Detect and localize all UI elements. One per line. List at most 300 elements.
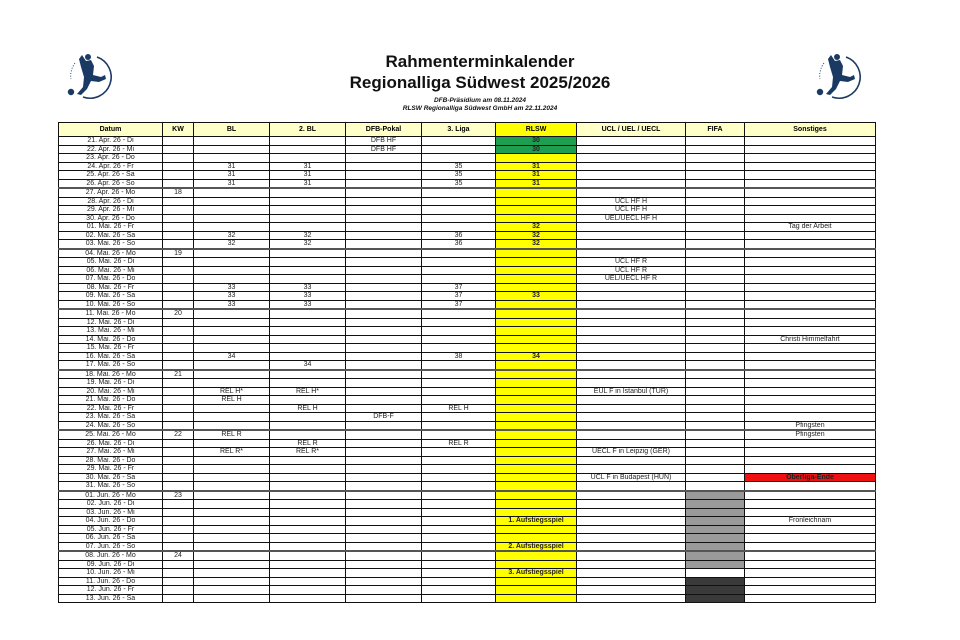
- cell-rlsw: [496, 309, 577, 318]
- cell-bl: REL H*: [194, 387, 270, 396]
- cell-ucl: UEL/UECL HF H: [577, 214, 686, 223]
- cell-dfb-pokal: [346, 560, 422, 569]
- cell-datum: 28. Apr. 26 - Di: [59, 197, 163, 206]
- cell-sonstiges: [745, 275, 876, 284]
- cell-ucl: [577, 137, 686, 146]
- cell-rlsw: [496, 266, 577, 275]
- cell-sonstiges: [745, 465, 876, 474]
- cell-3liga: 35: [422, 179, 496, 188]
- table-row: [59, 171, 876, 180]
- cell-kw: 21: [163, 370, 194, 379]
- cell-kw: [163, 283, 194, 292]
- cell-2bl: [270, 379, 346, 388]
- cell-bl: [194, 500, 270, 509]
- cell-kw: [163, 404, 194, 413]
- cell-bl: [194, 206, 270, 215]
- cell-bl: [194, 379, 270, 388]
- cell-fifa: [686, 318, 745, 327]
- cell-kw: [163, 327, 194, 336]
- cell-kw: [163, 594, 194, 603]
- cell-fifa: [686, 413, 745, 422]
- cell-dfb-pokal: [346, 223, 422, 232]
- cell-dfb-pokal: [346, 154, 422, 163]
- cell-datum: 13. Jun. 26 - Sa: [59, 594, 163, 603]
- table-row: [59, 421, 876, 430]
- cell-ucl: [577, 430, 686, 439]
- table-row: [59, 448, 876, 457]
- cell-datum: 01. Jun. 26 - Mo: [59, 491, 163, 500]
- cell-dfb-pokal: [346, 206, 422, 215]
- cell-sonstiges: [745, 318, 876, 327]
- col-header-kw: KW: [163, 123, 194, 137]
- cell-dfb-pokal: DFB-F: [346, 413, 422, 422]
- table-row: [59, 266, 876, 275]
- cell-datum: 13. Mai. 26 - Mi: [59, 327, 163, 336]
- cell-rlsw: 3. Aufstiegsspiel: [496, 569, 577, 578]
- cell-dfb-pokal: DFB HF: [346, 145, 422, 154]
- table-row: [59, 551, 876, 560]
- cell-datum: 23. Apr. 26 - Do: [59, 154, 163, 163]
- cell-kw: [163, 586, 194, 595]
- cell-bl: [194, 223, 270, 232]
- cell-kw: [163, 361, 194, 370]
- cell-3liga: [422, 396, 496, 405]
- cell-rlsw: [496, 551, 577, 560]
- cell-3liga: 36: [422, 231, 496, 240]
- cell-sonstiges: Pfingsten: [745, 430, 876, 439]
- cell-dfb-pokal: [346, 292, 422, 301]
- cell-ucl: [577, 560, 686, 569]
- cell-fifa: [686, 171, 745, 180]
- cell-dfb-pokal: [346, 586, 422, 595]
- cell-sonstiges: [745, 145, 876, 154]
- cell-3liga: [422, 309, 496, 318]
- cell-kw: [163, 448, 194, 457]
- cell-datum: 04. Jun. 26 - Do: [59, 517, 163, 526]
- table-row: [59, 594, 876, 603]
- cell-fifa: [686, 542, 745, 551]
- cell-fifa: [686, 491, 745, 500]
- cell-fifa: [686, 551, 745, 560]
- cell-kw: [163, 197, 194, 206]
- cell-datum: 28. Mai. 26 - Do: [59, 456, 163, 465]
- cell-fifa: [686, 379, 745, 388]
- cell-kw: [163, 344, 194, 353]
- cell-rlsw: [496, 594, 577, 603]
- cell-dfb-pokal: [346, 162, 422, 171]
- table-row: [59, 577, 876, 586]
- cell-rlsw: [496, 534, 577, 543]
- cell-dfb-pokal: [346, 500, 422, 509]
- table-row: [59, 231, 876, 240]
- cell-datum: 07. Mai. 26 - Do: [59, 275, 163, 284]
- cell-kw: [163, 534, 194, 543]
- cell-3liga: [422, 145, 496, 154]
- cell-fifa: [686, 577, 745, 586]
- cell-datum: 17. Mai. 26 - So: [59, 361, 163, 370]
- cell-fifa: [686, 327, 745, 336]
- cell-ucl: [577, 413, 686, 422]
- cell-ucl: UCL HF R: [577, 258, 686, 267]
- cell-kw: [163, 275, 194, 284]
- cell-bl: [194, 534, 270, 543]
- cell-fifa: [686, 335, 745, 344]
- cell-3liga: 36: [422, 240, 496, 249]
- cell-rlsw: 32: [496, 223, 577, 232]
- cell-2bl: [270, 396, 346, 405]
- table-row: [59, 586, 876, 595]
- cell-datum: 02. Jun. 26 - Di: [59, 500, 163, 509]
- cell-datum: 21. Mai. 26 - Do: [59, 396, 163, 405]
- cell-dfb-pokal: [346, 188, 422, 197]
- cell-bl: [194, 586, 270, 595]
- cell-ucl: UCL HF R: [577, 266, 686, 275]
- cell-2bl: [270, 188, 346, 197]
- cell-kw: [163, 525, 194, 534]
- cell-dfb-pokal: [346, 396, 422, 405]
- cell-ucl: [577, 361, 686, 370]
- cell-3liga: [422, 413, 496, 422]
- table-row: [59, 327, 876, 336]
- cell-ucl: [577, 283, 686, 292]
- table-row: [59, 396, 876, 405]
- cell-bl: 33: [194, 292, 270, 301]
- cell-rlsw: [496, 370, 577, 379]
- cell-rlsw: 34: [496, 352, 577, 361]
- cell-fifa: [686, 456, 745, 465]
- cell-2bl: [270, 258, 346, 267]
- table-row: [59, 249, 876, 258]
- cell-bl: 31: [194, 162, 270, 171]
- cell-3liga: [422, 465, 496, 474]
- cell-fifa: [686, 188, 745, 197]
- cell-dfb-pokal: [346, 249, 422, 258]
- cell-rlsw: [496, 206, 577, 215]
- cell-ucl: [577, 551, 686, 560]
- cell-3liga: [422, 569, 496, 578]
- cell-rlsw: [496, 283, 577, 292]
- cell-sonstiges: [745, 379, 876, 388]
- cell-3liga: [422, 448, 496, 457]
- cell-rlsw: 2. Aufstiegsspiel: [496, 542, 577, 551]
- cell-3liga: REL R: [422, 439, 496, 448]
- cell-3liga: [422, 551, 496, 560]
- cell-ucl: EUL F in Istanbul (TUR): [577, 387, 686, 396]
- cell-fifa: [686, 266, 745, 275]
- cell-kw: [163, 137, 194, 146]
- cell-dfb-pokal: [346, 309, 422, 318]
- cell-dfb-pokal: [346, 517, 422, 526]
- table-row: [59, 309, 876, 318]
- table-row: [59, 379, 876, 388]
- cell-bl: [194, 318, 270, 327]
- cell-ucl: [577, 456, 686, 465]
- cell-rlsw: [496, 249, 577, 258]
- table-row: [59, 188, 876, 197]
- cell-datum: 03. Jun. 26 - Mi: [59, 508, 163, 517]
- table-row: [59, 352, 876, 361]
- cell-3liga: [422, 387, 496, 396]
- cell-2bl: [270, 266, 346, 275]
- cell-sonstiges: [745, 258, 876, 267]
- cell-datum: 08. Jun. 26 - Mo: [59, 551, 163, 560]
- cell-sonstiges: [745, 197, 876, 206]
- cell-ucl: [577, 404, 686, 413]
- cell-sonstiges: [745, 551, 876, 560]
- cell-rlsw: [496, 500, 577, 509]
- cell-sonstiges: [745, 309, 876, 318]
- cell-3liga: 37: [422, 300, 496, 309]
- cell-datum: 27. Mai. 26 - Mi: [59, 448, 163, 457]
- table-row: [59, 491, 876, 500]
- cell-dfb-pokal: [346, 482, 422, 491]
- cell-rlsw: [496, 421, 577, 430]
- cell-kw: [163, 387, 194, 396]
- cell-bl: [194, 560, 270, 569]
- cell-dfb-pokal: [346, 551, 422, 560]
- cell-fifa: [686, 214, 745, 223]
- cell-sonstiges: [745, 396, 876, 405]
- cell-3liga: [422, 421, 496, 430]
- cell-datum: 31. Mai. 26 - So: [59, 482, 163, 491]
- cell-datum: 10. Jun. 26 - Mi: [59, 569, 163, 578]
- cell-2bl: [270, 197, 346, 206]
- cell-fifa: [686, 448, 745, 457]
- cell-kw: [163, 223, 194, 232]
- cell-sonstiges: [745, 560, 876, 569]
- cell-kw: 18: [163, 188, 194, 197]
- cell-3liga: [422, 534, 496, 543]
- cell-datum: 09. Mai. 26 - Sa: [59, 292, 163, 301]
- table-row: [59, 145, 876, 154]
- cell-ucl: [577, 491, 686, 500]
- cell-2bl: [270, 352, 346, 361]
- cell-ucl: UCL HF H: [577, 206, 686, 215]
- cell-fifa: [686, 370, 745, 379]
- cell-2bl: [270, 577, 346, 586]
- cell-kw: 24: [163, 551, 194, 560]
- cell-rlsw: [496, 473, 577, 482]
- cell-datum: 22. Mai. 26 - Fr: [59, 404, 163, 413]
- cell-kw: [163, 560, 194, 569]
- cell-2bl: [270, 473, 346, 482]
- cell-bl: [194, 594, 270, 603]
- cell-bl: [194, 482, 270, 491]
- cell-datum: 21. Apr. 26 - Di: [59, 137, 163, 146]
- cell-datum: 06. Jun. 26 - Sa: [59, 534, 163, 543]
- cell-fifa: [686, 560, 745, 569]
- cell-bl: [194, 335, 270, 344]
- cell-datum: 07. Jun. 26 - So: [59, 542, 163, 551]
- cell-dfb-pokal: [346, 344, 422, 353]
- cell-rlsw: 32: [496, 240, 577, 249]
- cell-2bl: [270, 465, 346, 474]
- table-row: [59, 214, 876, 223]
- cell-bl: [194, 456, 270, 465]
- cell-kw: [163, 300, 194, 309]
- cell-sonstiges: [745, 344, 876, 353]
- cell-2bl: REL R*: [270, 448, 346, 457]
- cell-rlsw: 30: [496, 137, 577, 146]
- cell-3liga: [422, 275, 496, 284]
- cell-kw: [163, 508, 194, 517]
- cell-dfb-pokal: [346, 379, 422, 388]
- cell-datum: 24. Mai. 26 - So: [59, 421, 163, 430]
- cell-dfb-pokal: [346, 430, 422, 439]
- cell-rlsw: 31: [496, 171, 577, 180]
- cell-3liga: [422, 594, 496, 603]
- cell-kw: [163, 569, 194, 578]
- cell-rlsw: [496, 404, 577, 413]
- cell-2bl: 31: [270, 179, 346, 188]
- cell-bl: 32: [194, 240, 270, 249]
- cell-rlsw: [496, 197, 577, 206]
- cell-bl: [194, 275, 270, 284]
- cell-fifa: [686, 439, 745, 448]
- cell-2bl: REL R: [270, 439, 346, 448]
- cell-bl: [194, 404, 270, 413]
- cell-3liga: [422, 335, 496, 344]
- cell-ucl: UEL/UECL HF R: [577, 275, 686, 284]
- schedule-table: [58, 122, 876, 603]
- cell-dfb-pokal: [346, 352, 422, 361]
- cell-bl: REL H: [194, 396, 270, 405]
- cell-datum: 01. Mai. 26 - Fr: [59, 223, 163, 232]
- cell-rlsw: 30: [496, 145, 577, 154]
- cell-bl: [194, 551, 270, 560]
- cell-rlsw: [496, 327, 577, 336]
- cell-datum: 11. Jun. 26 - Do: [59, 577, 163, 586]
- cell-fifa: [686, 283, 745, 292]
- cell-sonstiges: [745, 300, 876, 309]
- cell-kw: [163, 318, 194, 327]
- cell-datum: 22. Apr. 26 - Mi: [59, 145, 163, 154]
- cell-bl: [194, 491, 270, 500]
- cell-bl: [194, 370, 270, 379]
- cell-2bl: [270, 275, 346, 284]
- table-row: [59, 361, 876, 370]
- cell-dfb-pokal: [346, 283, 422, 292]
- cell-sonstiges: [745, 448, 876, 457]
- cell-rlsw: [496, 275, 577, 284]
- cell-sonstiges: [745, 188, 876, 197]
- cell-rlsw: [496, 465, 577, 474]
- table-row: [59, 439, 876, 448]
- cell-dfb-pokal: [346, 508, 422, 517]
- cell-datum: 14. Mai. 26 - Do: [59, 335, 163, 344]
- cell-sonstiges: [745, 387, 876, 396]
- cell-datum: 30. Mai. 26 - Sa: [59, 473, 163, 482]
- table-row: [59, 560, 876, 569]
- cell-2bl: [270, 214, 346, 223]
- cell-ucl: [577, 534, 686, 543]
- cell-datum: 05. Jun. 26 - Fr: [59, 525, 163, 534]
- cell-fifa: [686, 404, 745, 413]
- cell-ucl: [577, 517, 686, 526]
- cell-dfb-pokal: [346, 300, 422, 309]
- cell-2bl: [270, 534, 346, 543]
- cell-2bl: [270, 249, 346, 258]
- cell-bl: [194, 214, 270, 223]
- cell-fifa: [686, 525, 745, 534]
- cell-dfb-pokal: [346, 421, 422, 430]
- cell-ucl: [577, 500, 686, 509]
- table-row: [59, 162, 876, 171]
- cell-kw: [163, 292, 194, 301]
- cell-2bl: 31: [270, 171, 346, 180]
- cell-ucl: [577, 421, 686, 430]
- cell-rlsw: [496, 396, 577, 405]
- cell-fifa: [686, 387, 745, 396]
- cell-bl: [194, 327, 270, 336]
- cell-ucl: [577, 249, 686, 258]
- approval-note-dfb: DFB-Präsidium am 08.11.2024: [433, 97, 526, 104]
- cell-3liga: [422, 344, 496, 353]
- cell-kw: [163, 396, 194, 405]
- cell-ucl: [577, 508, 686, 517]
- table-row: [59, 404, 876, 413]
- cell-dfb-pokal: [346, 327, 422, 336]
- cell-datum: 27. Apr. 26 - Mo: [59, 188, 163, 197]
- cell-rlsw: 32: [496, 231, 577, 240]
- cell-sonstiges: [745, 534, 876, 543]
- cell-ucl: [577, 309, 686, 318]
- cell-kw: [163, 171, 194, 180]
- cell-fifa: [686, 300, 745, 309]
- col-header-rlsw: RLSW: [496, 123, 577, 137]
- cell-sonstiges: [745, 594, 876, 603]
- cell-3liga: [422, 560, 496, 569]
- cell-3liga: [422, 525, 496, 534]
- cell-fifa: [686, 594, 745, 603]
- cell-sonstiges: [745, 370, 876, 379]
- cell-fifa: [686, 137, 745, 146]
- table-row: [59, 300, 876, 309]
- cell-fifa: [686, 145, 745, 154]
- cell-ucl: [577, 344, 686, 353]
- cell-bl: [194, 197, 270, 206]
- cell-fifa: [686, 465, 745, 474]
- cell-datum: 06. Mai. 26 - Mi: [59, 266, 163, 275]
- cell-rlsw: [496, 387, 577, 396]
- cell-2bl: [270, 508, 346, 517]
- cell-rlsw: [496, 214, 577, 223]
- cell-ucl: [577, 171, 686, 180]
- cell-dfb-pokal: [346, 534, 422, 543]
- cell-fifa: [686, 197, 745, 206]
- cell-bl: [194, 421, 270, 430]
- cell-datum: 20. Mai. 26 - Mi: [59, 387, 163, 396]
- cell-2bl: [270, 154, 346, 163]
- cell-bl: 32: [194, 231, 270, 240]
- cell-fifa: [686, 500, 745, 509]
- cell-bl: [194, 188, 270, 197]
- cell-kw: 23: [163, 491, 194, 500]
- cell-fifa: [686, 569, 745, 578]
- cell-2bl: [270, 594, 346, 603]
- col-header-bl: BL: [194, 123, 270, 137]
- cell-kw: [163, 421, 194, 430]
- cell-sonstiges: [745, 137, 876, 146]
- cell-sonstiges: [745, 240, 876, 249]
- cell-kw: [163, 482, 194, 491]
- cell-rlsw: 31: [496, 162, 577, 171]
- table-row: [59, 370, 876, 379]
- cell-bl: [194, 465, 270, 474]
- cell-datum: 25. Apr. 26 - Sa: [59, 171, 163, 180]
- table-row: [59, 197, 876, 206]
- cell-3liga: REL H: [422, 404, 496, 413]
